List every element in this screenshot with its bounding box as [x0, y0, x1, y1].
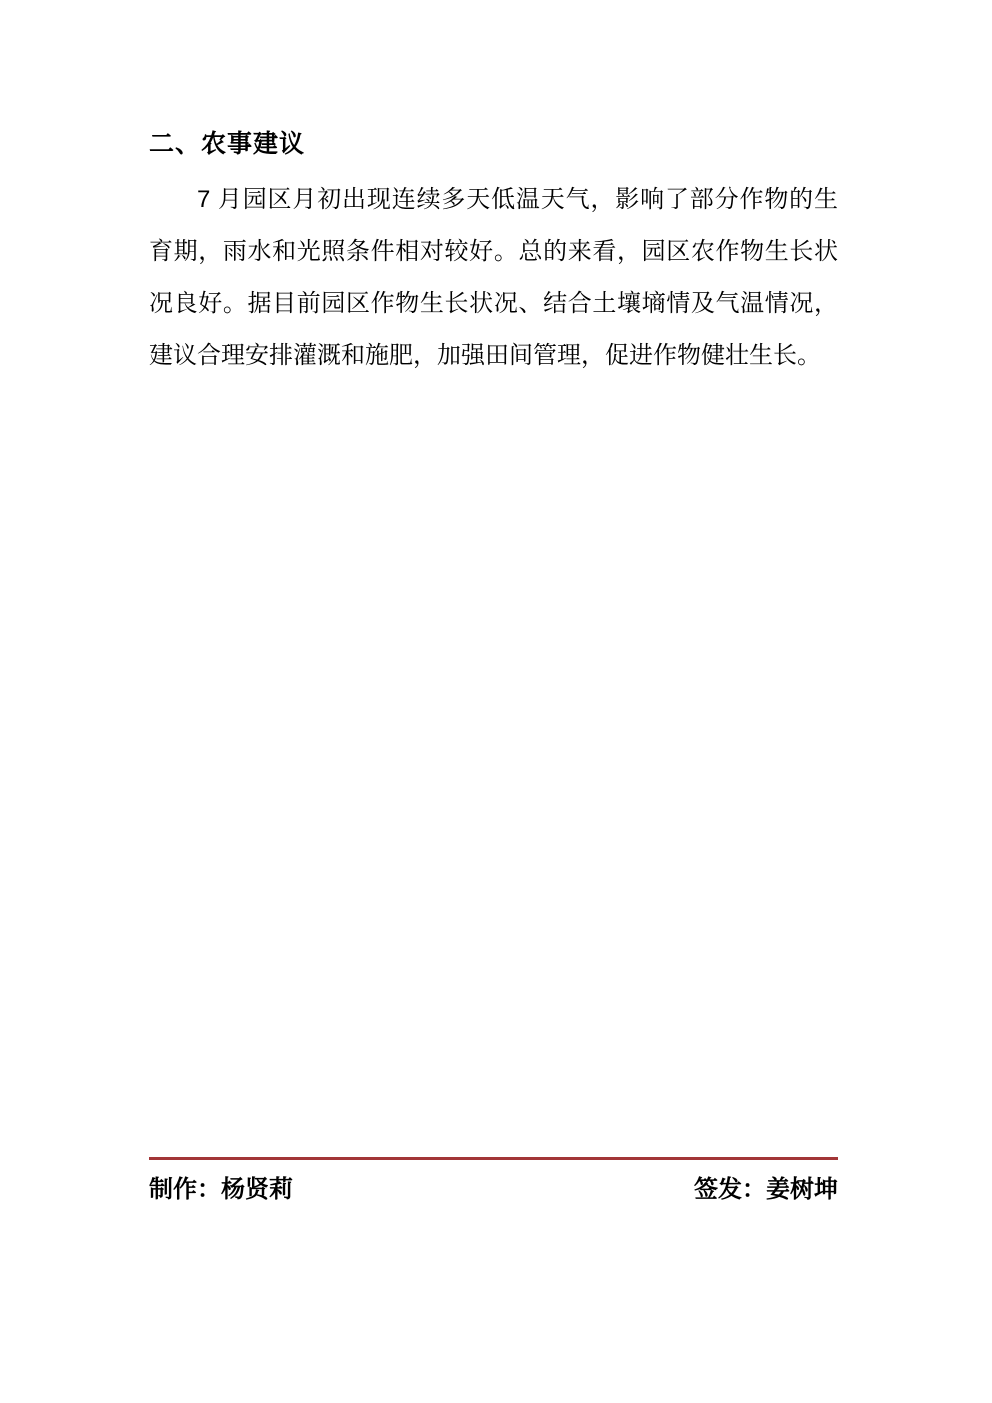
document-body	[149, 130, 838, 382]
issuer-credit: 签发：姜树坤	[694, 1176, 838, 1203]
section-heading: 二、农事建议	[149, 130, 306, 158]
document-footer	[149, 1157, 838, 1205]
body-paragraph: 7 月园区月初出现连续多天低温天气，影响了部分作物的生育期，雨水和光照条件相对较好。总的来看，园区农作物生长状况良好。据目前园区作物生长状况、结合土壤墒情及气温情况，建议合理安排灌溉和施肥，加强田间管理，促进作物健壮生长。	[149, 186, 838, 369]
footer-divider-line	[149, 1157, 838, 1160]
producer-credit: 制作：杨贤莉	[149, 1176, 293, 1203]
footer-row	[149, 1175, 838, 1205]
